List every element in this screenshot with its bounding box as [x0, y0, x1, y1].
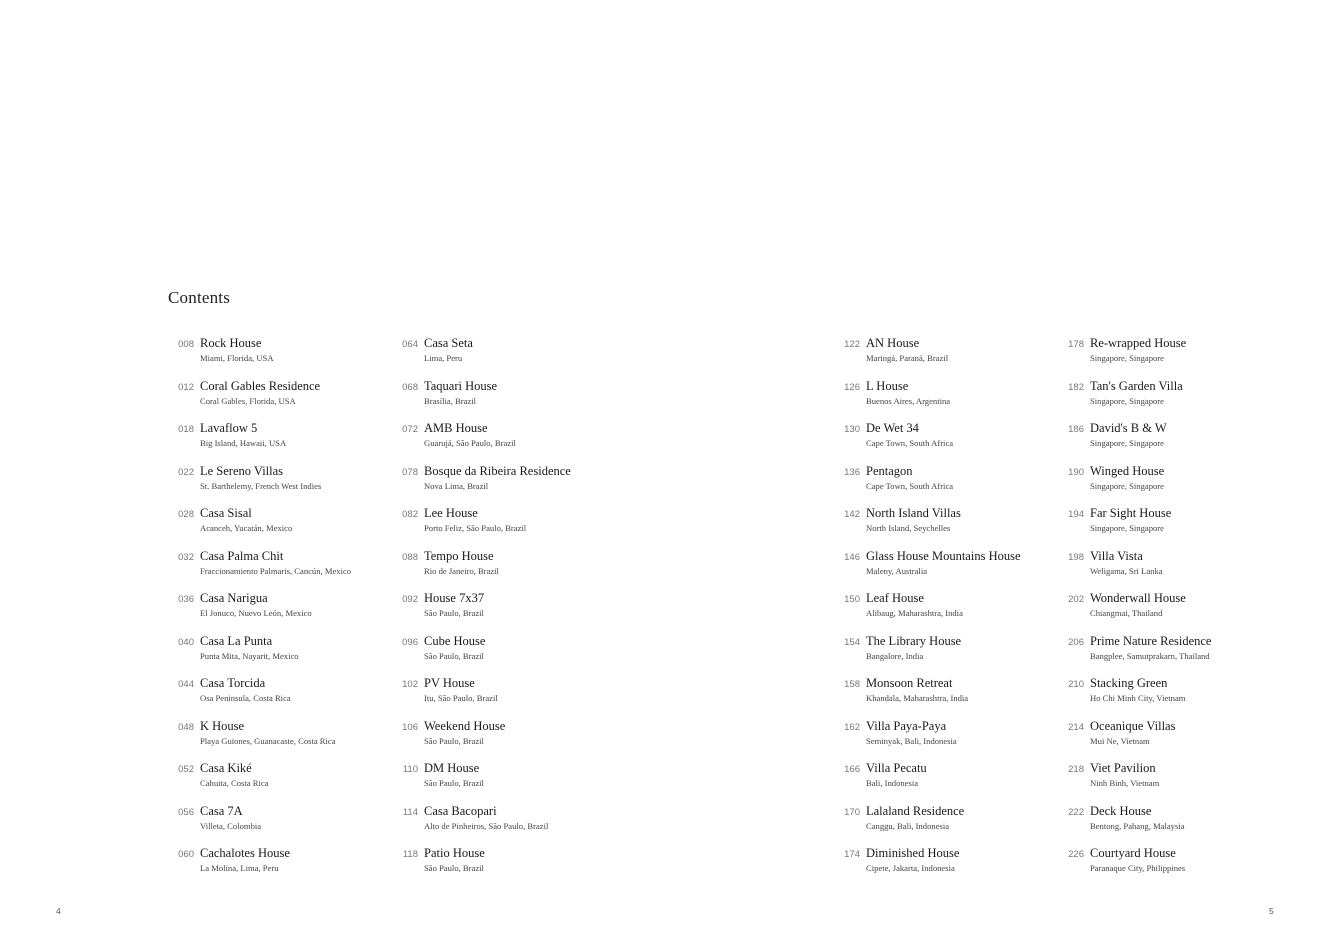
entry-title: Cachalotes House: [200, 846, 290, 860]
entry-page-number: 174: [844, 849, 860, 860]
entry-page-number: 060: [178, 849, 194, 860]
entry-location: Maleny, Australia: [866, 565, 928, 576]
entry-title: House 7x37: [424, 591, 485, 605]
entry-location: Maringá, Paraná, Brazil: [866, 353, 949, 363]
entry-title: K House: [200, 718, 245, 733]
contents-entry[interactable]: [168, 804, 398, 847]
contents-entry[interactable]: [834, 506, 1064, 549]
entry-title: PV House: [424, 676, 475, 690]
contents-entry[interactable]: [834, 421, 1064, 464]
contents-entry[interactable]: [392, 336, 622, 379]
contents-entry[interactable]: [834, 379, 1064, 422]
contents-entry[interactable]: [1058, 719, 1288, 762]
entry-page-number: 222: [1068, 806, 1084, 818]
entry-page-number: 012: [178, 381, 194, 393]
entry-page-number: 022: [178, 466, 194, 478]
entry-location: Acanceh, Yucatán, Mexico: [200, 523, 293, 533]
entry-title: Casa Palma Chit: [200, 548, 284, 563]
entry-location: Porto Feliz, São Paulo, Brazil: [424, 523, 527, 533]
entry-page-number: 078: [402, 466, 418, 478]
contents-entry[interactable]: [1058, 549, 1288, 592]
entry-title: Tempo House: [424, 548, 494, 563]
entry-location: Nova Lima, Brazil: [424, 480, 489, 491]
entry-location: Lima, Peru: [424, 353, 463, 363]
entry-location: Ho Chi Minh City, Vietnam: [1090, 693, 1186, 703]
contents-column-3: [834, 336, 1064, 889]
entry-location: Cahuita, Costa Rica: [200, 778, 269, 788]
contents-entry[interactable]: [1058, 634, 1288, 677]
entry-location: Bangplee, Samutprakarn, Thailand: [1090, 650, 1210, 661]
entry-title: AMB House: [424, 421, 488, 435]
entry-page-number: 114: [402, 806, 418, 818]
entry-location: Ninh Binh, Vietnam: [1090, 778, 1160, 788]
entry-location: Singapore, Singapore: [1090, 395, 1164, 406]
entry-location: Khandala, Maharashtra, India: [866, 693, 969, 703]
contents-entry[interactable]: [392, 719, 622, 762]
entry-page-number: 214: [1068, 721, 1084, 733]
contents-entry[interactable]: [168, 506, 398, 549]
entry-location: Canggu, Bali, Indonesia: [866, 820, 950, 831]
contents-entry[interactable]: [834, 846, 1064, 889]
entry-page-number: 146: [844, 551, 860, 563]
entry-title: Winged House: [1090, 463, 1165, 478]
entry-location: Osa Peninsula, Costa Rica: [200, 693, 291, 703]
entry-title: Villa Vista: [1090, 548, 1143, 563]
entry-title: Viet Pavilion: [1090, 761, 1156, 775]
entry-location: St. Barthelemy, French West Indies: [200, 480, 322, 491]
entry-location: Mui Ne, Vietnam: [1090, 735, 1150, 746]
entry-page-number: 044: [178, 679, 194, 690]
entry-title: North Island Villas: [866, 506, 961, 520]
entry-location: Weligama, Sri Lanka: [1090, 565, 1163, 576]
entry-location: Big Island, Hawaii, USA: [200, 438, 287, 448]
entry-title: DM House: [424, 761, 480, 775]
entry-page-number: 158: [844, 679, 860, 690]
entry-location: Bali, Indonesia: [866, 778, 919, 788]
contents-entry[interactable]: [168, 336, 398, 379]
entry-title: Stacking Green: [1090, 676, 1168, 690]
entry-title: Casa Kiké: [200, 761, 252, 775]
entry-title: Far Sight House: [1090, 506, 1172, 520]
entry-page-number: 110: [402, 764, 418, 775]
entry-page-number: 036: [178, 594, 194, 605]
contents-entry[interactable]: [168, 379, 398, 422]
entry-location: Singapore, Singapore: [1090, 523, 1164, 533]
contents-entry[interactable]: [834, 634, 1064, 677]
entry-title: Rock House: [200, 336, 262, 350]
contents-entry[interactable]: [168, 634, 398, 677]
entry-title: Monsoon Retreat: [866, 676, 953, 690]
contents-entry[interactable]: [1058, 464, 1288, 507]
contents-entry[interactable]: [834, 591, 1064, 634]
entry-location: Alto de Pinheiros, São Paulo, Brazil: [424, 820, 549, 831]
entry-title: Deck House: [1090, 803, 1152, 818]
entry-page-number: 178: [1068, 339, 1084, 350]
contents-entry[interactable]: [168, 591, 398, 634]
entry-title: Casa La Punta: [200, 633, 273, 648]
entry-title: Casa Seta: [424, 336, 473, 350]
entry-title: Glass House Mountains House: [866, 548, 1021, 563]
contents-entry[interactable]: [834, 549, 1064, 592]
entry-page-number: 008: [178, 339, 194, 350]
entry-title: Prime Nature Residence: [1090, 633, 1212, 648]
entry-title: Casa Narigua: [200, 591, 268, 605]
entry-title: Lee House: [424, 506, 478, 520]
contents-entry[interactable]: [834, 719, 1064, 762]
entry-location: Seminyak, Bali, Indonesia: [866, 735, 957, 746]
page-number-right: 5: [1269, 906, 1274, 916]
entry-location: Playa Guiones, Guanacaste, Costa Rica: [200, 735, 336, 746]
entry-location: Buenos Aires, Argentina: [866, 395, 951, 406]
entry-page-number: 170: [844, 806, 860, 818]
entry-title: Lalaland Residence: [866, 803, 965, 818]
page-number-left: 4: [56, 906, 61, 916]
contents-entry[interactable]: [392, 761, 622, 804]
contents-entry[interactable]: [1058, 676, 1288, 719]
entry-location: São Paulo, Brazil: [424, 735, 484, 746]
entry-title: Re-wrapped House: [1090, 336, 1187, 350]
entry-page-number: 202: [1068, 594, 1084, 605]
contents-entry[interactable]: [392, 846, 622, 889]
contents-entry[interactable]: [1058, 804, 1288, 847]
entry-location: São Paulo, Brazil: [424, 608, 484, 618]
entry-location: Bentong, Pahang, Malaysia: [1090, 820, 1185, 831]
entry-page-number: 032: [178, 551, 194, 563]
contents-heading: Contents: [168, 288, 231, 307]
entry-page-number: 142: [844, 509, 860, 520]
contents-entry[interactable]: [392, 464, 622, 507]
entry-page-number: 130: [844, 424, 860, 435]
entry-page-number: 052: [178, 764, 194, 775]
entry-title: Tan's Garden Villa: [1090, 378, 1183, 393]
entry-location: São Paulo, Brazil: [424, 778, 484, 788]
contents-entry[interactable]: [392, 379, 622, 422]
entry-title: Coral Gables Residence: [200, 378, 321, 393]
entry-title: Casa Bacopari: [424, 803, 497, 818]
entry-page-number: 154: [844, 636, 860, 648]
entry-location: Coral Gables, Florida, USA: [200, 395, 296, 406]
entry-page-number: 102: [402, 679, 418, 690]
entry-title: Courtyard House: [1090, 846, 1176, 860]
entry-title: AN House: [866, 336, 920, 350]
contents-entry[interactable]: [834, 464, 1064, 507]
entry-page-number: 096: [402, 636, 418, 648]
entry-title: Pentagon: [866, 463, 913, 478]
entry-location: Fraccionamiento Palmaris, Cancún, Mexico: [200, 565, 352, 576]
entry-location: São Paulo, Brazil: [424, 650, 484, 661]
contents-entry[interactable]: [168, 421, 398, 464]
entry-page-number: 122: [844, 339, 860, 350]
entry-title: Leaf House: [866, 591, 924, 605]
entry-location: Alibaug, Maharashtra, India: [866, 608, 963, 618]
entry-location: Rio de Janeiro, Brazil: [424, 565, 499, 576]
entry-location: North Island, Seychelles: [866, 523, 951, 533]
entry-title: Diminished House: [866, 846, 960, 860]
entry-page-number: 166: [844, 764, 860, 775]
entry-page-number: 056: [178, 806, 194, 818]
entry-page-number: 118: [402, 849, 418, 860]
entry-page-number: 072: [402, 424, 418, 435]
contents-entry[interactable]: [834, 676, 1064, 719]
contents-column-4: [1058, 336, 1288, 889]
entry-page-number: 182: [1068, 381, 1084, 393]
entry-location: Singapore, Singapore: [1090, 353, 1164, 363]
entry-title: Casa 7A: [200, 803, 243, 818]
entry-location: Cape Town, South Africa: [866, 480, 954, 491]
contents-entry[interactable]: [1058, 761, 1288, 804]
contents-entry[interactable]: [392, 676, 622, 719]
entry-page-number: 088: [402, 551, 418, 563]
entry-page-number: 198: [1068, 551, 1084, 563]
entry-location: São Paulo, Brazil: [424, 863, 484, 873]
entry-page-number: 068: [402, 381, 418, 393]
entry-title: Taquari House: [424, 378, 498, 393]
contents-entry[interactable]: [834, 336, 1064, 379]
entry-title: Wonderwall House: [1090, 591, 1186, 605]
entry-location: Villeta, Colombia: [200, 820, 262, 831]
contents-entry[interactable]: [1058, 421, 1288, 464]
contents-entry[interactable]: [834, 761, 1064, 804]
entry-location: Cipete, Jakarta, Indonesia: [866, 863, 955, 873]
entry-page-number: 210: [1068, 679, 1084, 690]
contents-entry[interactable]: [168, 846, 398, 889]
entry-location: Chiangmai, Thailand: [1090, 608, 1163, 618]
entry-page-number: 190: [1068, 466, 1084, 478]
contents-entry[interactable]: [1058, 379, 1288, 422]
entry-location: Cape Town, South Africa: [866, 438, 954, 448]
contents-entry[interactable]: [392, 421, 622, 464]
entry-title: The Library House: [866, 633, 962, 648]
entry-location: Paranaque City, Philippines: [1090, 863, 1186, 873]
contents-entry[interactable]: [392, 804, 622, 847]
entry-title: Oceanique Villas: [1090, 718, 1176, 733]
entry-title: Casa Torcida: [200, 676, 266, 690]
contents-entry[interactable]: [168, 464, 398, 507]
contents-entry[interactable]: [168, 676, 398, 719]
entry-location: Guarujá, São Paulo, Brazil: [424, 438, 516, 448]
entry-page-number: 226: [1068, 849, 1084, 860]
contents-entry[interactable]: [1058, 846, 1288, 889]
contents-entry[interactable]: [392, 506, 622, 549]
entry-page-number: 206: [1068, 636, 1084, 648]
entry-title: Le Sereno Villas: [200, 463, 284, 478]
entry-location: Brasília, Brazil: [424, 395, 477, 406]
entry-location: La Molina, Lima, Peru: [200, 863, 279, 873]
entry-title: Villa Pecatu: [866, 761, 927, 775]
entry-page-number: 092: [402, 594, 418, 605]
entry-title: David's B & W: [1090, 421, 1167, 435]
entry-page-number: 150: [844, 594, 860, 605]
entry-location: Punta Mita, Nayarit, Mexico: [200, 650, 299, 661]
entry-page-number: 194: [1068, 509, 1084, 520]
entry-title: Cube House: [424, 633, 486, 648]
entry-page-number: 048: [178, 721, 194, 733]
entry-title: Lavaflow 5: [200, 421, 258, 435]
entry-page-number: 162: [844, 721, 860, 733]
entry-page-number: 136: [844, 466, 860, 478]
contents-column-2: [392, 336, 622, 889]
entry-page-number: 126: [844, 381, 860, 393]
entry-location: El Jonuco, Nuevo León, Mexico: [200, 608, 312, 618]
contents-entry[interactable]: [168, 761, 398, 804]
contents-entry[interactable]: [834, 804, 1064, 847]
entry-location: Bangalore, India: [866, 650, 924, 661]
entry-title: Patio House: [424, 846, 485, 860]
entry-location: Singapore, Singapore: [1090, 480, 1164, 491]
entry-page-number: 064: [402, 339, 418, 350]
contents-entry[interactable]: [392, 549, 622, 592]
entry-page-number: 028: [178, 509, 194, 520]
contents-entry[interactable]: [168, 719, 398, 762]
entry-title: Villa Paya-Paya: [866, 718, 947, 733]
contents-column-1: [168, 336, 398, 889]
contents-entry[interactable]: [168, 549, 398, 592]
entry-title: Weekend House: [424, 718, 506, 733]
entry-location: Miami, Florida, USA: [200, 353, 274, 363]
contents-entry[interactable]: [392, 591, 622, 634]
entry-page-number: 082: [402, 509, 418, 520]
entry-title: Bosque da Ribeira Residence: [424, 463, 571, 478]
entry-page-number: 218: [1068, 764, 1084, 775]
contents-entry[interactable]: [392, 634, 622, 677]
entry-title: Casa Sisal: [200, 506, 252, 520]
entry-title: De Wet 34: [866, 421, 919, 435]
contents-entry[interactable]: [1058, 506, 1288, 549]
entry-location: Itu, São Paulo, Brazil: [424, 693, 498, 703]
contents-entry[interactable]: [1058, 591, 1288, 634]
entry-page-number: 186: [1068, 424, 1084, 435]
entry-title: L House: [866, 378, 909, 393]
entry-page-number: 106: [402, 721, 418, 733]
entry-page-number: 018: [178, 424, 194, 435]
entry-page-number: 040: [178, 636, 194, 648]
entry-location: Singapore, Singapore: [1090, 438, 1164, 448]
contents-entry[interactable]: [1058, 336, 1288, 379]
